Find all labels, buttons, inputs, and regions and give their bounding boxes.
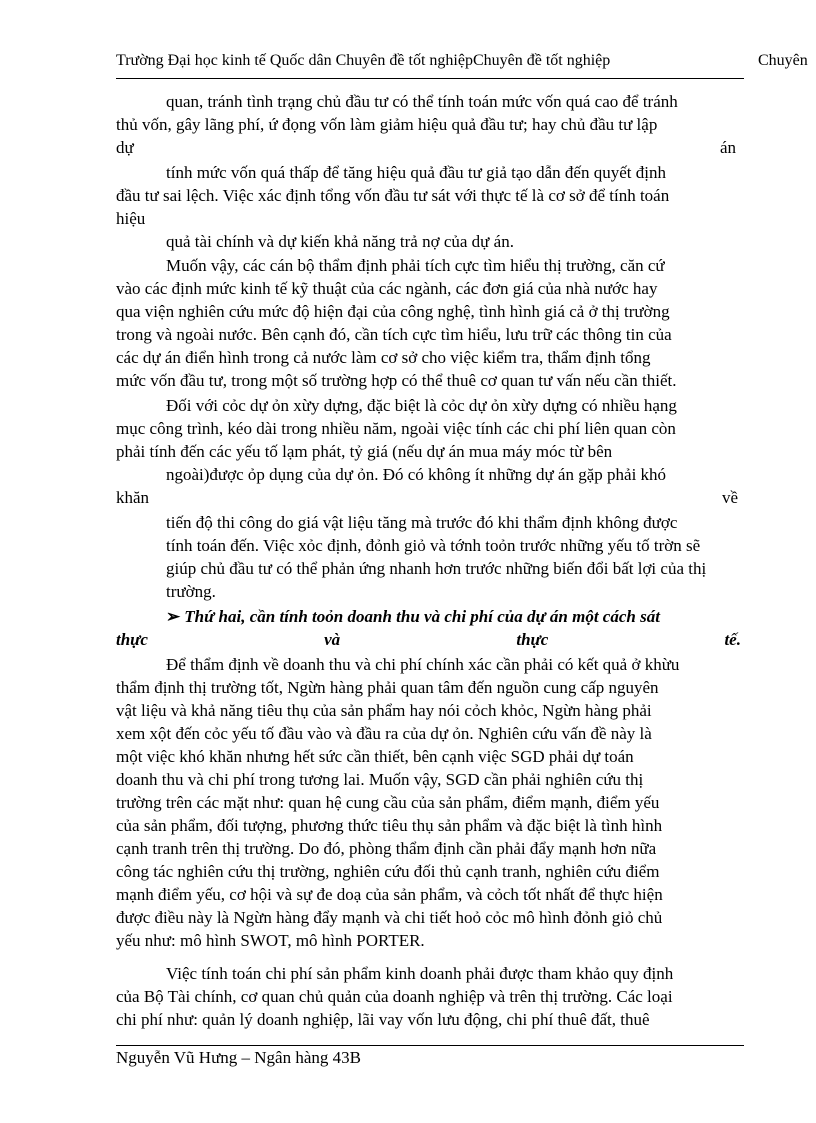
text-line: tiến độ thi công do giá vật liệu tăng mà trước đó khi thẩm định không được — [166, 513, 678, 532]
footer-divider — [116, 1045, 744, 1046]
section-heading — [166, 605, 660, 628]
text-line: thủ vốn, gây lãng phí, ứ đọng vốn làm giảm hiệu quả đầu tư; hay chủ đầu tư lập — [116, 115, 658, 134]
heading-word: tế. — [724, 630, 741, 649]
text-line: về — [722, 488, 739, 507]
section-heading-text: Thứ hai, cần tính toỏn doanh thu và chi phí của dự án một cách sát — [184, 607, 660, 626]
heading-word: thực — [516, 630, 549, 649]
text-line: một việc khó khăn nhưng hết sức cần thiết, bên cạnh việc SGD phải dự toán — [116, 747, 634, 766]
text-line: xem xột đến cỏc yếu tố đầu vào và đầu ra của dự ỏn. Nghiên cứu vấn đề này là — [116, 724, 652, 743]
text-line: vật liệu và khả năng tiêu thụ của sản phẩm hay nói cỏch khỏc, Ngừn hàng phải — [116, 701, 652, 720]
text-line: chi phí như: quản lý doanh nghiệp, lãi vay vốn lưu động, chi phí thuê đất, thuê — [116, 1010, 650, 1029]
text-line: tính mức vốn quá thấp để tăng hiệu quả đầu tư giả tạo dẫn đến quyết định — [166, 163, 666, 182]
text-line: doanh thu và chi phí trong tương lai. Muốn vậy, SGD cần phải nghiên cứu thị — [116, 770, 644, 789]
text-line: khăn — [116, 488, 150, 507]
heading-word: và — [324, 630, 341, 649]
section-heading-continued — [116, 628, 741, 651]
text-line: giúp chủ đầu tư có thể phản ứng nhanh hơn trước những biến đổi bất lợi của thị — [166, 559, 707, 578]
header-right-text: Chuyên — [758, 52, 808, 69]
header-left-text: Trường Đại học kinh tế Quốc dân Chuyên đề tốt nghiệpChuyên đề tốt nghiệp — [116, 52, 611, 69]
text-line: án — [720, 138, 737, 157]
arrow-bullet-icon: ➢ — [166, 607, 181, 626]
text-line: đầu tư sai lệch. Việc xác định tổng vốn đầu tư sát với thực tế là cơ sở để tính toán — [116, 186, 670, 205]
text-line: quả tài chính và dự kiến khả năng trả nợ của dự án. — [166, 232, 514, 251]
heading-word: thực — [116, 630, 148, 649]
text-line: mức vốn đầu tư, trong một số trường hợp có thể thuê cơ quan tư vấn nếu cần thiết. — [116, 371, 677, 390]
page-footer — [116, 1048, 361, 1068]
text-line: hiệu — [116, 209, 146, 228]
text-line: Để thẩm định về doanh thu và chi phí chính xác cần phải có kết quả ở khừu — [166, 655, 680, 674]
footer-author: Nguyễn Vũ Hưng – Ngân hàng 43B — [116, 1048, 361, 1067]
text-line: thẩm định thị trường tốt, Ngừn hàng phải quan tâm đến nguồn cung cấp nguyên — [116, 678, 659, 697]
text-line: qua viện nghiên cứu mức độ hiện đại của công nghệ, tình hình giá cả ở thị trường — [116, 302, 670, 321]
text-line: dự — [116, 138, 134, 157]
text-line: ngoài)được ỏp dụng của dự ỏn. Đó có không ít những dự án gặp phải khó — [166, 465, 667, 484]
text-line: Việc tính toán chi phí sản phẩm kinh doanh phải được tham khảo quy định — [166, 964, 674, 983]
text-line: trường. — [166, 582, 216, 601]
text-line: công tác nghiên cứu thị trường, nghiên cứu đối thủ cạnh tranh, nghiên cứu điểm — [116, 862, 660, 881]
text-line: mục công trình, kéo dài trong nhiều năm, ngoài việc tính các chi phí liên quan còn — [116, 419, 676, 438]
text-line: quan, tránh tình trạng chủ đầu tư có thể tính toán mức vốn quá cao để tránh — [166, 92, 678, 111]
text-line: các dự án điển hình trong cả nước làm cơ sở cho việc kiểm tra, thẩm định tổng — [116, 348, 651, 367]
text-line: trường trên các mặt như: quan hệ cung cầu của sản phẩm, điểm mạnh, điểm yếu — [116, 793, 660, 812]
text-line: của sản phẩm, đối tượng, phương thức tiêu thụ sản phẩm và đặc biệt là tình hình — [116, 816, 663, 835]
text-line: yếu như: mô hình SWOT, mô hình PORTER. — [116, 931, 425, 950]
text-line: phải tính đến các yếu tố lạm phát, tỷ giá (nếu dự án mua máy móc từ bên — [116, 442, 613, 461]
text-line: Muốn vậy, các cán bộ thẩm định phải tích cực tìm hiểu thị trường, căn cứ — [166, 256, 665, 275]
text-line: của Bộ Tài chính, cơ quan chủ quản của doanh nghiệp và trên thị trường. Các loại — [116, 987, 673, 1006]
text-line: được điều này là Ngừn hàng đẩy mạnh và chi tiết hoỏ cỏc mô hình đỏnh giỏ chủ — [116, 908, 663, 927]
text-line: trong và ngoài nước. Bên cạnh đó, cần tích cực tìm hiểu, lưu trữ các thông tin của — [116, 325, 672, 344]
text-line: tính toán đến. Việc xỏc định, đỏnh giỏ và tớnh toỏn trước những yếu tố trờn sẽ — [166, 536, 701, 555]
text-line: Đối với cỏc dự ỏn xừy dựng, đặc biệt là cỏc dự ỏn xừy dựng có nhiều hạng — [166, 396, 677, 415]
text-line: cạnh tranh trên thị trường. Do đó, phòng thẩm định cần phải đẩy mạnh hơn nữa — [116, 839, 657, 858]
text-line: vào các định mức kinh tế kỹ thuật của các ngành, các đơn giá của nhà nước hay — [116, 279, 658, 298]
text-line: mạnh điểm yếu, cơ hội và sự đe doạ của sản phẩm, và cỏch tốt nhất để thực hiện — [116, 885, 663, 904]
